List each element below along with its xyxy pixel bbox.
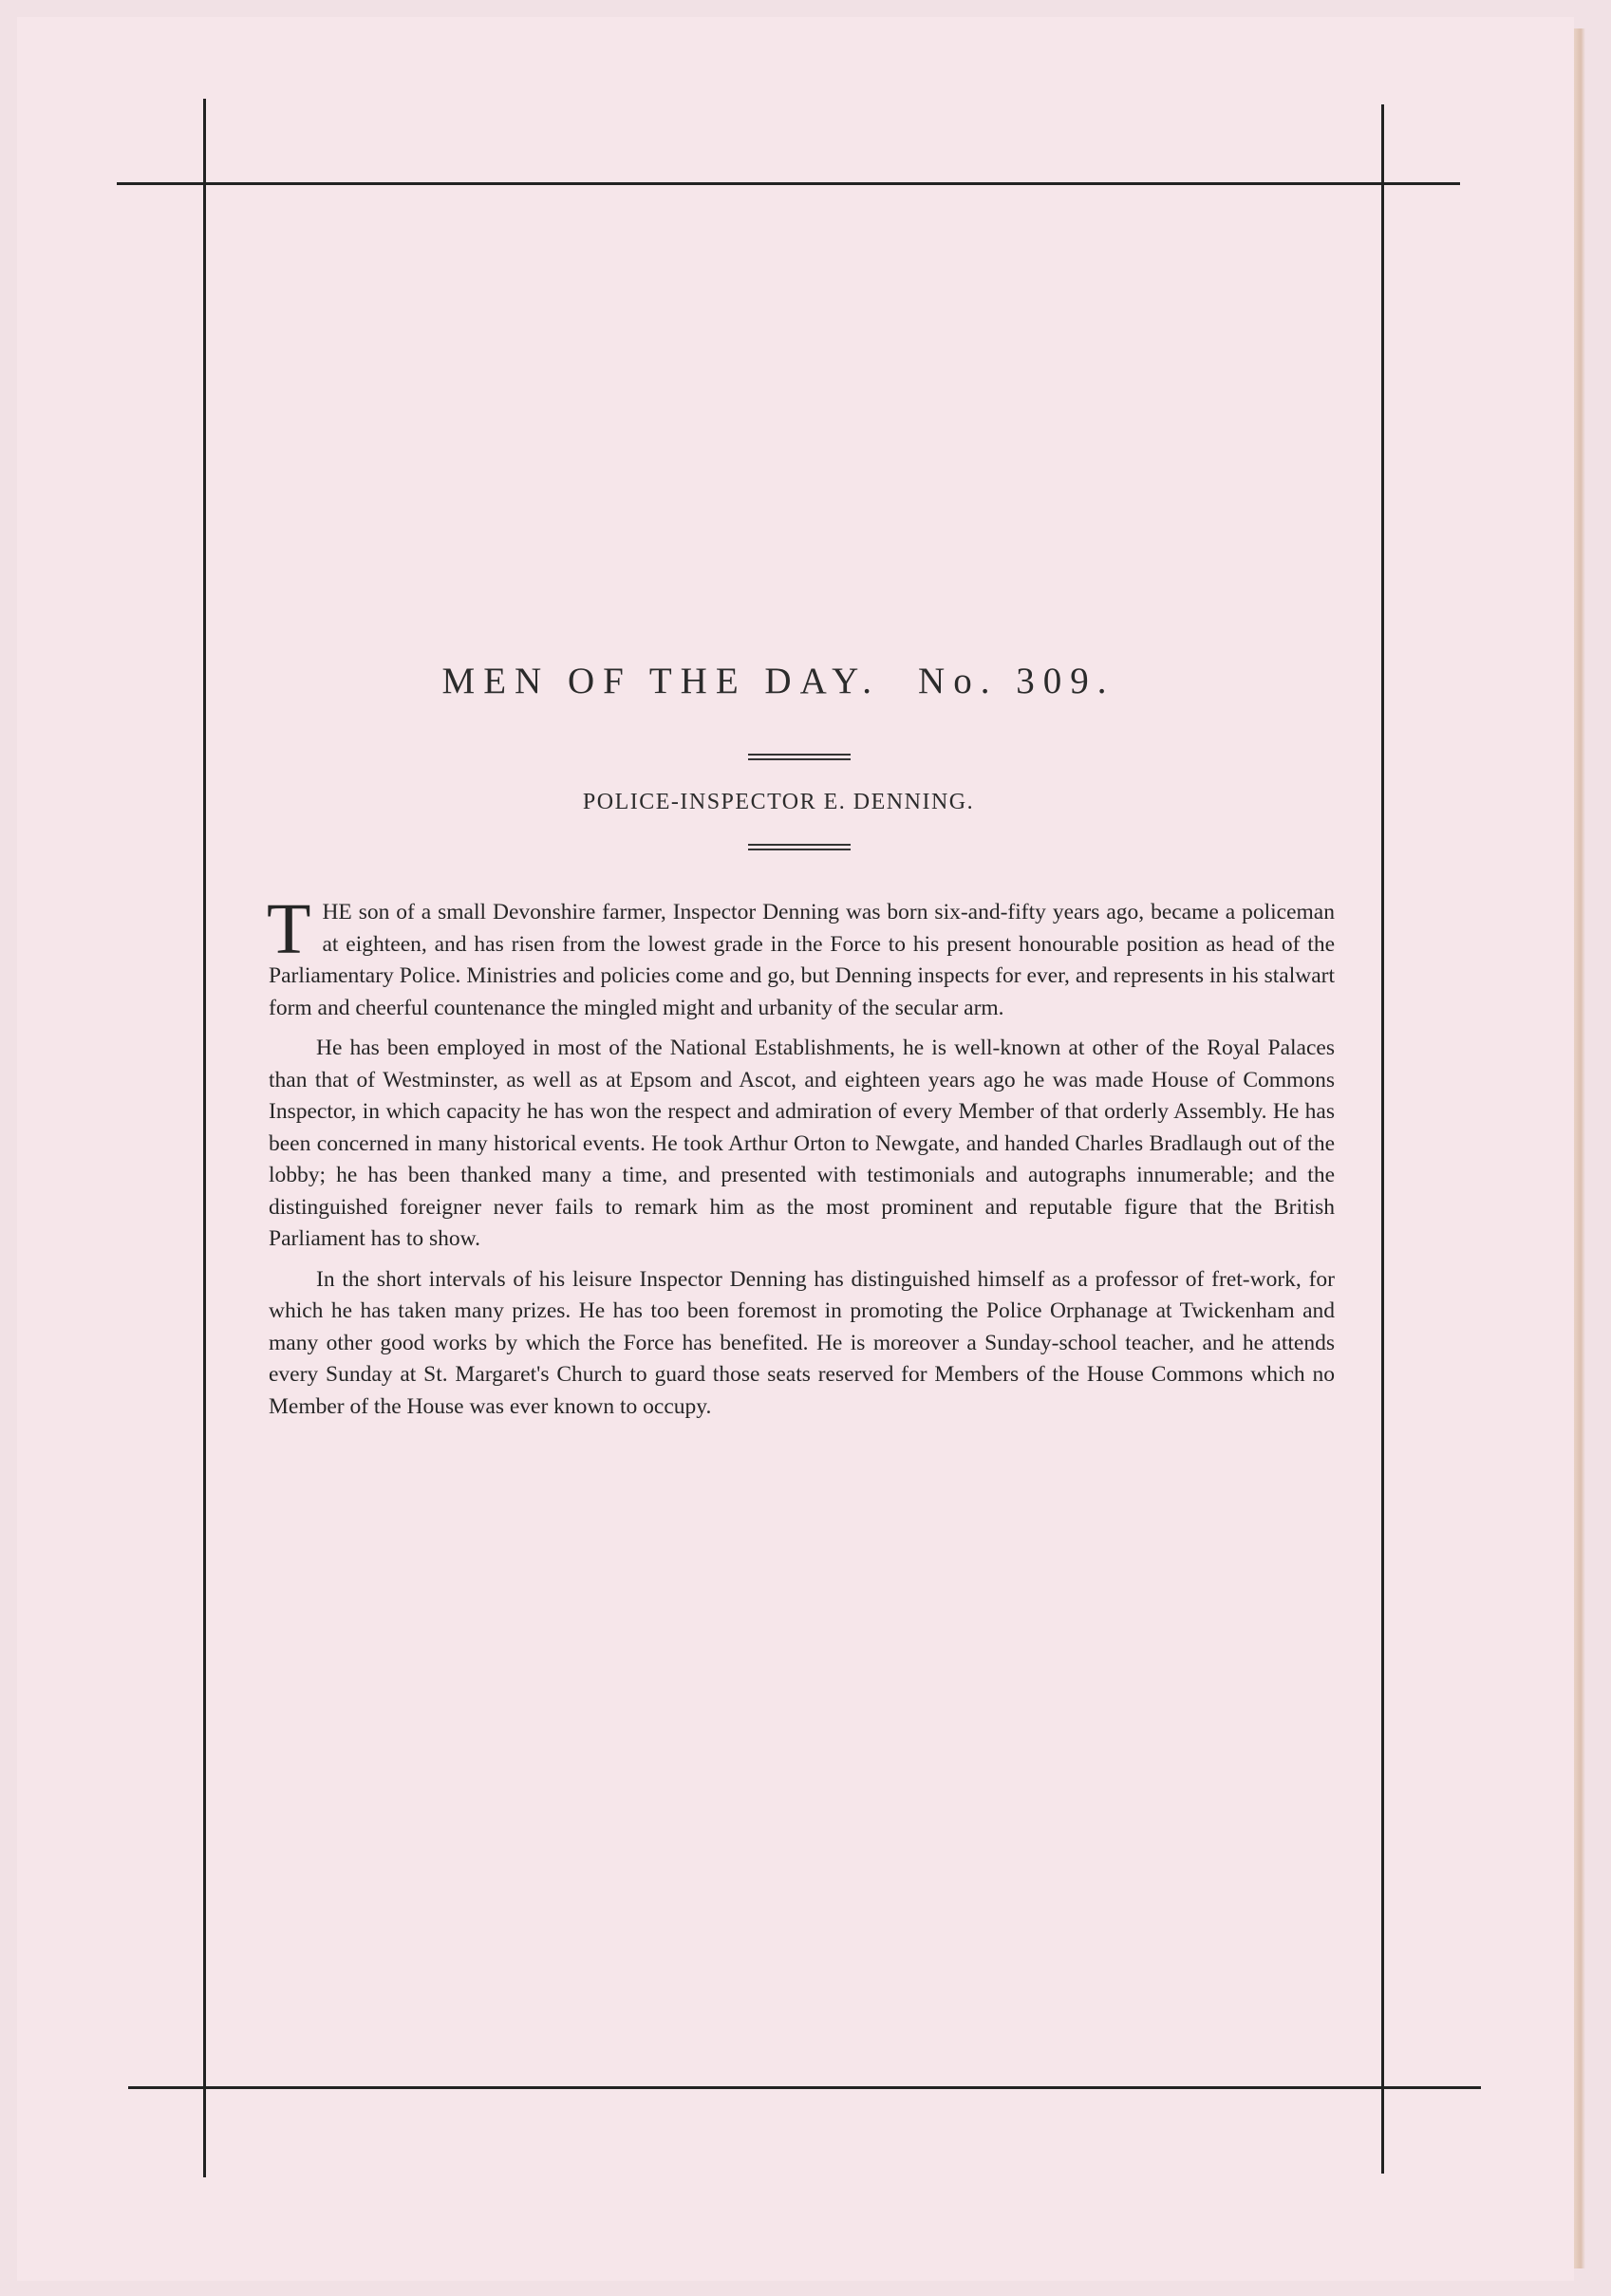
issue-number: No. 309. <box>918 661 1115 701</box>
page-title <box>285 660 1272 702</box>
drop-cap: T <box>267 889 311 969</box>
paragraph-1-text: HE son of a small Devonshire farmer, Inspector Denning was born six-and-fifty years ago, became a policeman at eighteen, and has risen from the lowest grade in the Force to his present honourable position as head of the Parliamentary Police. Ministries and policies come and go, but Denning inspects for ever, and represents in his stalwart form and cheerful countenance the mingled might and urbanity of the secular arm. <box>269 900 1335 1020</box>
paragraph-3: In the short intervals of his leisure Inspector Denning has distinguished himself as a professor of fret-work, for which he has taken many prizes. He has too been foremost in promoting the Police Orphanage at Twickenham and many other good works by which the Force has benefited. He is moreover a Sunday-school teacher, and he attends every Sunday at St. Margaret's Church to guard those seats reserved for Members of the House Commons which no Member of the House was ever known to occupy. <box>269 1266 1335 1419</box>
subtitle-divider <box>748 844 851 850</box>
paragraph-1 <box>267 889 1335 1024</box>
frame-right-rule <box>1381 104 1384 2174</box>
frame-top-rule <box>117 182 1460 185</box>
paragraph-2: He has been employed in most of the National Establishments, he is well-known at other of the Royal Palaces than that of Westminster, as well as at Epsom and Ascot, and eighteen years ago he was made House of Commons Inspector, in which capacity he has won the respect and admiration of every Member of that orderly Assembly. He has been concerned in many historical events. He took Arthur Orton to Newgate, and handed Charles Bradlaugh out of the lobby; he has been thanked many a time, and presented with testimonials and autographs innumerable; and the distinguished foreigner never fails to remark him as the most prominent and reputable figure that the British Parliament has to show. <box>269 1036 1335 1251</box>
frame-bottom-rule <box>128 2086 1481 2089</box>
title-text: MEN OF THE DAY. <box>441 661 881 701</box>
title-divider <box>748 754 851 760</box>
article-body <box>267 889 1335 1431</box>
page-edge <box>1574 28 1585 2268</box>
frame-left-rule <box>203 99 206 2177</box>
article-subtitle: POLICE-INSPECTOR E. DENNING. <box>582 790 975 814</box>
